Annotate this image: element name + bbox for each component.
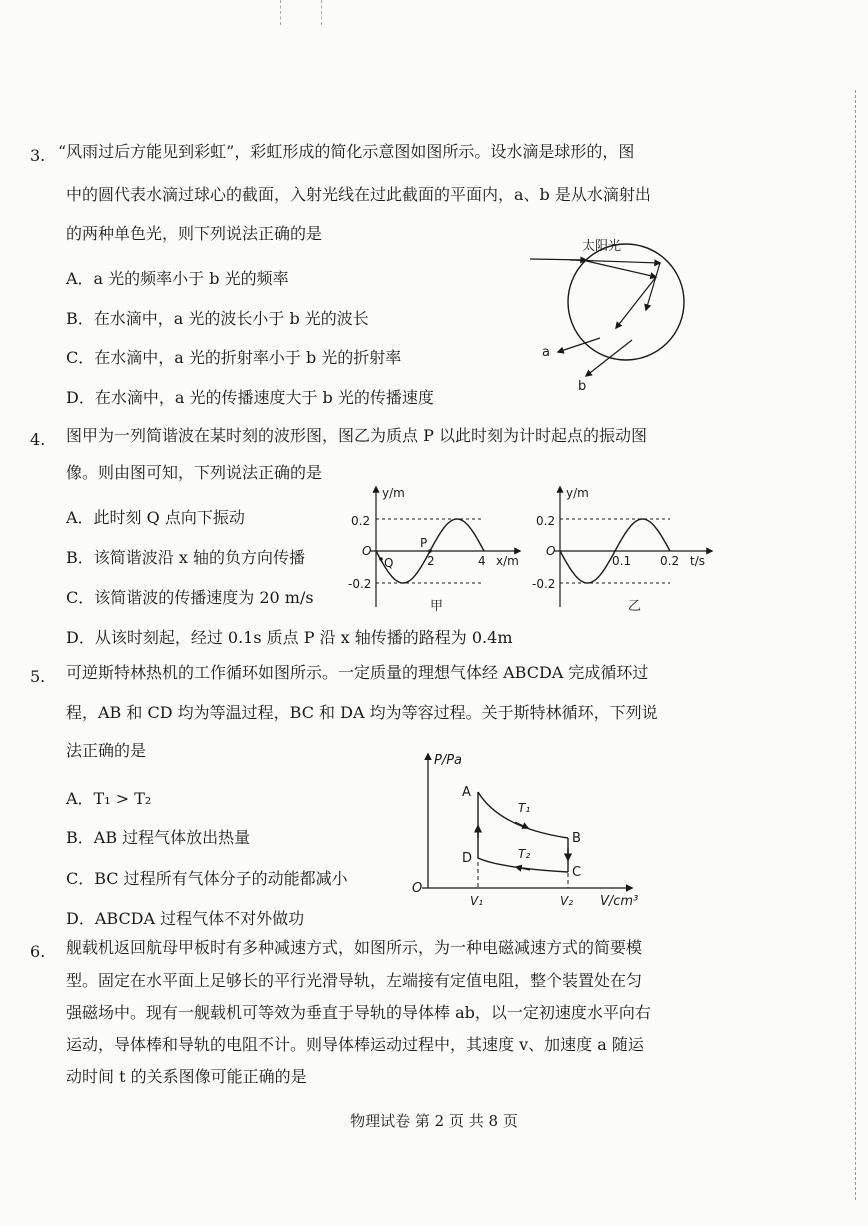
q6-number: 6. [30,942,46,961]
yi-xtick-0-1: 0.1 [612,554,632,568]
rainbow-droplet-figure [520,230,700,400]
ray-b [586,340,632,376]
q6-stem-line4: 运动，导体棒和导轨的电阻不计。则导体棒运动过程中，其速度 v、加速度 a 随运 [66,1035,644,1054]
q3-stem-line1: “风雨过后方能见到彩虹”，彩虹形成的简化示意图如图所示。设水滴是球形的，图 [58,142,635,161]
binding-mark-top [280,0,322,25]
q5-stem-line1: 可逆斯特林热机的工作循环如图所示。一定质量的理想气体经 ABCDA 完成循环过 [66,663,649,682]
pv-point-a: A [462,785,471,800]
jia-ytick-top: 0.2 [351,514,371,528]
yi-xtick-0-2: 0.2 [660,554,680,568]
q5-option-a: A．T₁ > T₂ [66,789,152,808]
ray-b-label: b [578,379,587,394]
vibration-graph-yi [530,485,720,620]
jia-ylabel: y/m [382,486,405,500]
q3-stem-line3: 的两种单色光，则下列说法正确的是 [66,224,323,243]
jia-xlabel: x/m [496,554,519,568]
stirling-pv-diagram [400,748,650,913]
q4-number: 4. [30,430,46,449]
q4-option-b: B．该简谐波沿 x 轴的负方向传播 [66,548,305,567]
binding-line-right [855,90,856,1200]
q6-stem-line1: 舰载机返回航母甲板时有多种减速方式，如图所示，为一种电磁减速方式的简要模 [66,938,643,957]
pv-ylabel: P/Pa [434,753,463,768]
yi-caption: 乙 [628,599,642,614]
pv-label-t1: T₁ [518,801,531,815]
q3-option-a: A．a 光的频率小于 b 光的频率 [66,269,289,288]
jia-origin: O [362,544,372,558]
q6-stem-line3: 强磁场中。现有一舰载机可等效为垂直于导轨的导体棒 ab，以一定初速度水平向右 [66,1003,651,1022]
pv-label-v2: V₂ [560,894,574,908]
jia-caption: 甲 [430,599,444,614]
page-footer: 物理试卷 第 2 页 共 8 页 [350,1112,518,1130]
ray-a-label: a [542,345,550,360]
pv-label-t2: T₂ [518,847,531,861]
pv-point-b: B [572,831,581,846]
q4-stem-line2: 像。则由图可知，下列说法正确的是 [66,463,323,482]
q4-stem-line1: 图甲为一列简谐波在某时刻的波形图，图乙为质点 P 以此时刻为计时起点的振动图 [66,426,647,445]
q5-option-d: D．ABCDA 过程气体不对外做功 [66,909,305,928]
pv-xlabel: V/cm³ [600,894,639,909]
q3-option-b: B．在水滴中，a 光的波长小于 b 光的波长 [66,309,369,328]
yi-ylabel: y/m [566,486,589,500]
pv-isotherm-t1 [478,792,568,838]
jia-point-p: P [420,536,428,550]
yi-xlabel: t/s [690,554,705,568]
q5-option-c: C．BC 过程所有气体分子的动能都减小 [66,869,348,888]
jia-xtick-4: 4 [478,554,486,568]
sunlight-label: 太阳光 [582,239,622,254]
q5-number: 5. [30,667,46,686]
jia-xtick-2: 2 [427,554,435,568]
q5-stem-line3: 法正确的是 [66,741,147,760]
wave-graph-jia [340,485,530,620]
q4-option-d: D．从该时刻起，经过 0.1s 质点 P 沿 x 轴传播的路程为 0.4m [66,628,513,647]
q3-number: 3. [30,146,46,165]
q6-stem-line2: 型。固定在水平面上足够长的平行光滑导轨，左端接有定值电阻，整个装置处在匀 [66,971,643,990]
pv-origin: O [412,881,423,896]
yi-ytick-top: 0.2 [536,514,556,528]
q5-option-b: B．AB 过程气体放出热量 [66,828,251,847]
pv-point-d: D [462,851,473,866]
q3-option-c: C．在水滴中，a 光的折射率小于 b 光的折射率 [66,348,402,367]
q5-stem-line2: 程，AB 和 CD 均为等温过程，BC 和 DA 均为等容过程。关于斯特林循环，下列说 [66,703,658,722]
q3-option-d: D．在水滴中，a 光的传播速度大于 b 光的传播速度 [66,388,434,407]
pv-label-v1: V₁ [470,894,484,908]
q6-stem-line5: 动时间 t 的关系图像可能正确的是 [66,1067,307,1086]
yi-ytick-bottom: -0.2 [532,577,556,591]
q4-option-a: A．此时刻 Q 点向下振动 [66,508,245,527]
pv-point-c: C [572,865,582,880]
q4-option-c: C．该简谐波的传播速度为 20 m/s [66,588,314,607]
jia-point-q: Q [384,556,394,570]
q3-stem-line2: 中的圆代表水滴过球心的截面，入射光线在过此截面的平面内，a、b 是从水滴射出 [66,185,651,204]
yi-origin: O [546,544,556,558]
jia-ytick-bottom: -0.2 [348,577,372,591]
